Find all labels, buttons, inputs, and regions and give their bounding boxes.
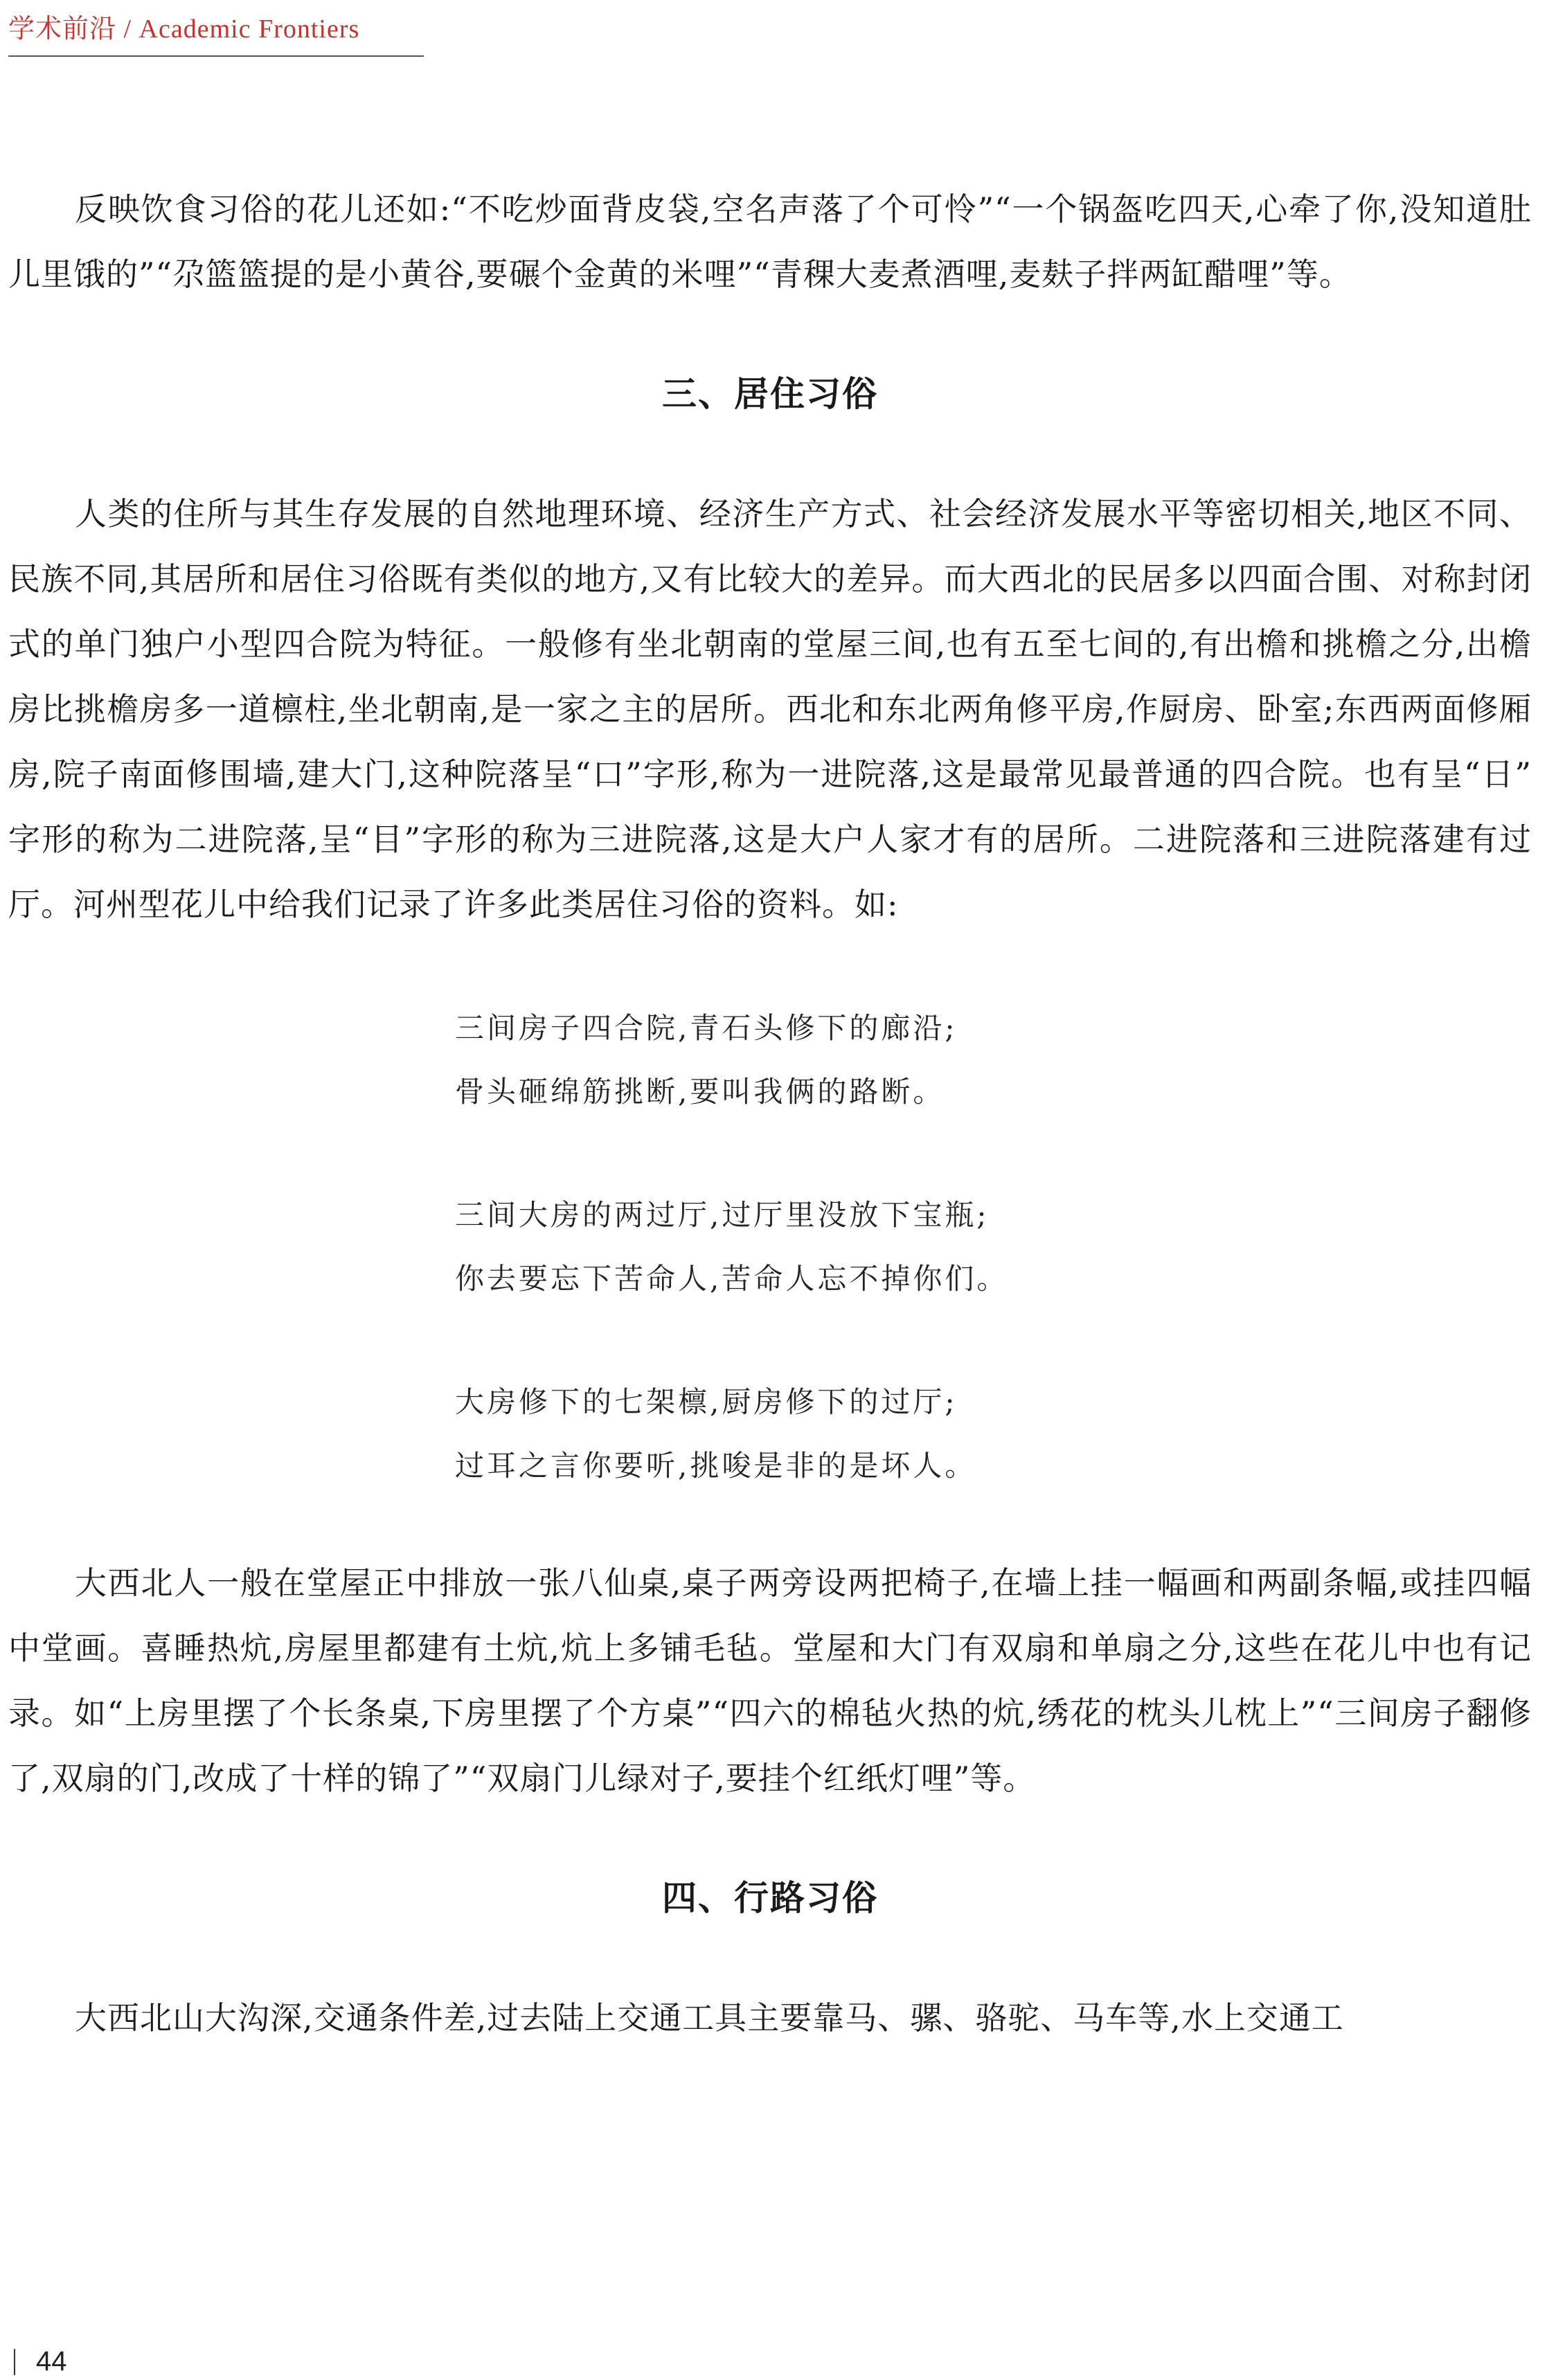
- poem-line: 你去要忘下苦命人,苦命人忘不掉你们。: [455, 1262, 1009, 1296]
- spacer: [8, 1811, 1532, 1877]
- paragraph-food-customs: 反映饮食习俗的花儿还如:“不吃炒面背皮袋,空名声落了个可怜”“一个锅盔吃四天,心牵了你,没知道肚儿里饿的”“尕篮篮提的是小黄谷,要碾个金黄的米哩”“青稞大麦煮酒哩,麦麸子拌两缸醋哩”等。: [8, 190, 1532, 293]
- poem-line: 过耳之言你要听,挑唆是非的是坏人。: [455, 1449, 977, 1483]
- paragraph-housing-customs: 人类的住所与其生存发展的自然地理环境、经济生产方式、社会经济发展水平等密切相关,地区不同、民族不同,其居所和居住习俗既有类似的地方,又有比较大的差异。而大西北的民居多以四面合围、对称封闭式的单门独户小型四合院为特征。一般修有坐北朝南的堂屋三间,也有五至七间的,有出檐和挑檐之分,出檐房比挑檐房多一道檩柱,坐北朝南,是一家之主的居所。西北和东北两角修平房,作厨房、卧室;东西两面修厢房,院子南面修围墙,建大门,这种院落呈“口”字形,称为一进院落,这是最常见最普通的四合院。也有呈“日” 字形的称为二进院落,呈“目”字形的称为三进院落,这是大户人家才有的居所。二进院落和三进院落建有过厅。河州型花儿中给我们记录了许多此类居住习俗的资料。如:: [8, 495, 1532, 923]
- section-title-housing: 三、居住习俗: [662, 374, 878, 414]
- poem-stanza-1: [455, 996, 1532, 1124]
- poem-line: 三间房子四合院,青石头修下的廊沿;: [455, 1011, 958, 1045]
- footer-rule: [14, 2349, 15, 2375]
- poem-line: 大房修下的七架檩,厨房修下的过厅;: [455, 1385, 958, 1419]
- poem-stanza-2: [455, 1183, 1532, 1311]
- poem-line: 骨头砸绵筋挑断,要叫我俩的路断。: [455, 1075, 945, 1109]
- header-rule: [8, 55, 424, 57]
- paragraph-furnishing-customs: 大西北人一般在堂屋正中排放一张八仙桌,桌子两旁设两把椅子,在墙上挂一幅画和两副条幅,或挂四幅中堂画。喜睡热炕,房屋里都建有土炕,炕上多铺毛毡。堂屋和大门有双扇和单扇之分,这些在花儿中也有记录。如“上房里摆了个长条桌,下房里摆了个方桌”“四六的棉毡火热的炕,绣花的枕头儿枕上”“三间房子翻修了,双扇的门,改成了十样的锦了”“双扇门儿绿对子,要挂个红纸灯哩”等。: [8, 1564, 1532, 1797]
- page-number: 44: [36, 2346, 67, 2377]
- poem-line: 三间大房的两过厅,过厅里没放下宝瓶;: [455, 1198, 990, 1232]
- spacer: [8, 1919, 1532, 1985]
- section-title-travel: 四、行路习俗: [662, 1878, 878, 1918]
- poem-block: [455, 996, 1532, 1498]
- page-body: [8, 177, 1532, 2050]
- paragraph-travel-customs: 大西北山大沟深,交通条件差,过去陆上交通工具主要靠马、骡、骆驼、马车等,水上交通工: [75, 1999, 1344, 2037]
- spacer: [8, 307, 1532, 373]
- poem-stanza-3: [455, 1370, 1532, 1498]
- running-header: 学术前沿 / Academic Frontiers: [8, 15, 360, 44]
- spacer: [8, 415, 1532, 481]
